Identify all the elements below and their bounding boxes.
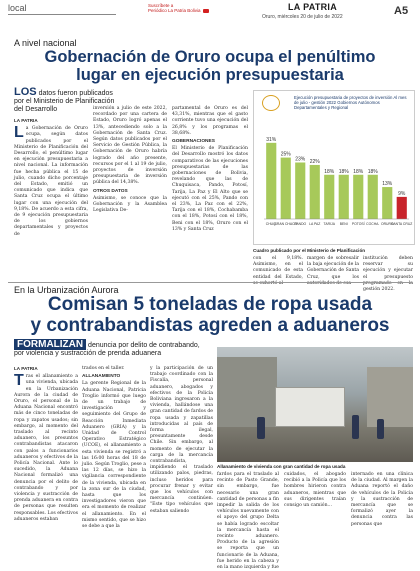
chart-category-label: POTOSÍ	[351, 222, 365, 226]
story2-headline-line1: Comisan 5 toneladas de ropa usada	[47, 294, 373, 315]
story2-col3-text: y la participación de un trabajo coordinado con la Fiscalía, personal aduanero, abogados y efectivos de la Policía Boliviana ingresaron a la vivienda, hallándose una gran cantidad de fardos de ropa usada y zapatillas introducidas al país de forma ilegal, presuntamente desde Chile. Sin embargo, al momento de ejecutar la carga de la mercancía contrabandista, impidiendo el traslado utilizando palos, piedras, incluso heridos para procurar frenar y evitar que los vehículos con mercancía continúen. "Este tipo vehículos que estaban saliendo	[150, 366, 213, 514]
chart-bar	[324, 175, 334, 219]
story-divider	[8, 282, 412, 283]
chart-category-label: SANTA CRUZ	[391, 222, 413, 226]
chart-bar	[368, 175, 378, 219]
chart-category-label: PANDO	[294, 222, 307, 226]
story1-headline-line2: lugar en ejecución presupuestaria	[76, 66, 344, 85]
story2-col1-text: ras el allanamiento a una vivienda, ubicada en la Urbanización Aurora de la ciudad de Oruro, el personal de la Aduana Nacional encontró más de cinco toneladas de ropa y zapatos usados; sin embargo, al momento del traslado al recinto aduanero, los presuntos contrabandistas atacaron con palos a funcionarios aduaneros y efectivos de la Policía Nacional. Ante lo sucedido, la Aduana Nacional formalizó una denuncia por el delito de contrabando y por violencia y sustracción de prenda aduanera en contra de personas que resulten responsables. Los efectivos aduaneros estaban	[14, 374, 78, 522]
chart-plot	[254, 91, 416, 246]
subscribe-banner	[148, 3, 209, 13]
chart-category-label: ORURO	[380, 222, 394, 226]
story1-column-6	[363, 256, 413, 293]
story1-kicker: A nivel nacional	[14, 38, 77, 48]
chart-caption: Cuadro publicado por el Ministerio de Planificación	[253, 248, 366, 253]
header-rule	[8, 14, 116, 15]
photo-person	[257, 417, 265, 439]
story1-col4-text: con el 9,18%. Asimismo, en el comunicado de esta entidad del Estado, se exhortó al	[253, 256, 303, 286]
story2-dropcap: T	[14, 372, 24, 390]
story1-column-5	[307, 256, 359, 286]
story2-col2-subhead: ALLANAMIENTO	[82, 374, 121, 380]
masthead-logo: LA PATRIA	[288, 2, 338, 12]
story1-column-3	[172, 106, 248, 270]
story1-col5-text: margen de sobresalir la baja ejecución de la Gobernación de Santa Cruz, que los autoridades de esa	[307, 256, 359, 286]
story1-col1-text: a Gobernación de Oruro ocupa, según datos publicados por el Ministerio de Planificación del Desarrollo, el penúltimo lugar en ejecución presupuestaria a nivel nacional. La información fue hecha pública el 15 de julio, cuando dicho porcentaje del Estado, emitió un comunicado que indica que Santa Cruz ocupa el último lugar con una ejecución del 9,18%. De acuerdo a esta cifra, de 9 ejecución presupuestaria de los gobiernos departamentales y proyectos de	[14, 126, 88, 237]
story2-column-5	[284, 472, 346, 526]
chart-category-label: BENI	[339, 222, 348, 226]
photo-building	[217, 357, 277, 427]
story1-sublead-text3: del Desarrollo	[14, 106, 58, 113]
photo-person	[352, 415, 359, 439]
chart-bar	[266, 143, 276, 219]
story1-column-2	[93, 106, 167, 270]
page-header	[0, 0, 420, 24]
story1-column-4	[253, 256, 303, 286]
story2-sublead-text2: por violencia y sustracción de prenda aduanera	[14, 350, 162, 357]
chart-bar	[310, 165, 320, 219]
chart-title: Ejecución presupuestaria de proyectos de inversión Al mes de julio - gestión 2022 Gobiernos Autónomos Departamentales y Regional	[294, 95, 407, 111]
dateline: Oruro, miércoles 20 de julio de 2022	[262, 14, 343, 20]
story1-headline-line1: Gobernación de Oruro ocupa el penúltimo	[44, 48, 376, 66]
chart-bar	[353, 175, 363, 219]
story2-col6-text: internado en una clínica de la ciudad. Al margen la Aduana reportó el daño de vehículos de la Policía y la sustracción de mercancía que se formalizó ayer la denuncia contra las personas que	[351, 472, 413, 527]
chart-category-label: TARIJA	[323, 222, 335, 226]
chart-bar	[382, 187, 392, 219]
story2-kicker: En la Urbanización Aurora	[14, 285, 119, 295]
story2-col2-text: trados en el taller.	[82, 366, 125, 371]
story1-column-1	[14, 118, 88, 270]
story2-byline: LA PATRIA	[14, 366, 38, 371]
photo-person	[377, 419, 384, 439]
story2-column-4	[217, 472, 279, 571]
subscribe-line2: Periódico La Patria Bolivia	[148, 8, 201, 13]
chart-data-label: 9%	[398, 190, 406, 197]
story1-sublead-text1: datos fueron publicados	[36, 90, 113, 97]
story2-column-3	[150, 366, 213, 526]
section-label: local	[8, 3, 27, 13]
raid-photo	[217, 347, 413, 462]
story1-col3-text: partamental de Oruro es del 43,31%, mientras que el gasto corriente tuvo una ejecución del 26,8% y los programas el 38,68%.	[172, 106, 248, 136]
story1-headline	[10, 48, 410, 85]
story2-column-2	[82, 366, 146, 530]
story2-column-1	[14, 366, 78, 526]
story2-column-6	[351, 472, 413, 526]
chart-bar	[397, 197, 407, 219]
chart-bar	[281, 158, 291, 219]
chart-data-label: 31%	[266, 136, 277, 143]
story2-col2-text2: La gerente Regional de la Aduana Nacional, Patricia Troglio informó que luego de un trabajo de investigación y seguimiento del Grupo de Reacción Inmediata Aduanero (GRIA) y la Unidad de Control Operativo Estratégico (UCOE), el allanamiento a esta vivienda se registró a las 16:00 horas del 18 de julio. Según Troglio, pese a las 12 días, se hizo la vigilancia correspondiente de la vivienda, ubicada en la zona sur de la ciudad, hasta que los investigadores vieron que era el momento de realizar el allanamiento. En el mismo sentido, que se hizo se debe a que la	[82, 381, 146, 530]
story1-col2-text2: Asimismo, se conoce que la Gobernación y la Asamblea Legislativa De-	[93, 195, 167, 214]
youtube-icon	[203, 9, 209, 13]
story1-sublead-highlight: LOS	[14, 86, 37, 98]
story1-sublead-text2: por el Ministerio de Planificación	[14, 98, 115, 105]
chart-data-label: 18%	[324, 168, 335, 175]
chart-category-label: GRAN CHACO	[274, 222, 298, 226]
story1-col2-subhead: OTROS DATOS	[93, 188, 128, 194]
budget-chart	[253, 90, 415, 245]
chart-bar	[339, 175, 349, 219]
chart-category-label: LA PAZ	[309, 222, 321, 226]
chart-data-label: 23%	[295, 156, 306, 163]
story1-col6-text: institución deben reservar su ejecución y ejecutar el presupuesto programado en la gestión 2022.	[363, 256, 413, 293]
chart-data-label: 22%	[309, 158, 320, 165]
photo-truck	[275, 387, 345, 427]
story1-col2-text: inversión a julio de este 2022, recordado por una cartera de Estado, Oruro logró apenas el 13%, antecediendo solo a la Gobernación de Santa Cruz. Según datos publicados por el Servicio de Gestión Pública, la Gobernación de Oruro habría logrado del año presente, recursos por el 1 al 19 de julio, proyectos de inversión presupuestaria de inversión pública del 14,38%.	[93, 106, 167, 186]
story1-col3-text2: El Ministerio de Planificación del Desarrollo mostró los datos comparativos de las ejecuciones presupuestarias de las gobernaciones de Bolivia, revelando que las de Chuquisaca, Pando, Potosí, Tarija, La Paz y El Alto que se ejecutó con el 25%, Pando con el 23%, La Paz con el 22%, Tarija con el 18%, Cochabamba con el 18%, Potosí con el 18%, Beni con el 18%, Oruro con el 13% y Santa Cruz	[172, 146, 248, 232]
story2-col4-text: fardos para el traslado al recinto de Pasto Grande, sin embargo, fue necesario una gran cantidad de personas a fin impedir la salida de los vehículos nuevamente con el apoyo del grupo Delta se había logrado escoltar la mercancía hasta el recinto aduanero. Producto de la agresión se reporta que un funcionario de la Aduana, fue herido en la cabeza y en la mano izquierda y fue	[217, 472, 279, 571]
photo-caption: Allanamiento de vivienda con gran cantidad de ropa usada	[217, 464, 346, 469]
story2-sublead-highlight: FORMALIZAN	[14, 339, 86, 350]
story1-dropcap: L	[14, 124, 24, 142]
chart-data-label: 18%	[367, 168, 378, 175]
chart-data-label: 18%	[338, 168, 349, 175]
chart-data-label: 18%	[353, 168, 364, 175]
chart-data-label: 25%	[280, 151, 291, 158]
chart-category-label: CHUQ.	[265, 222, 277, 226]
page-number: A5	[394, 5, 409, 17]
story2-col5-text: cuidados, el abogado recibió a la Policía que los hombres hirieron contra aduaneros, mientras que sus dirigentes traían consigo un camión...	[284, 472, 346, 509]
story2-headline	[10, 294, 410, 337]
chart-data-label: 13%	[382, 181, 393, 188]
photo-building-right	[367, 367, 413, 427]
story1-col3-subhead: GOBERNACIONES	[172, 139, 215, 145]
chart-bar	[295, 162, 305, 219]
chart-category-label: COCHA.	[366, 222, 380, 226]
story2-headline-line2: y contrabandistas agreden a aduaneros	[30, 315, 390, 337]
subscribe-line1: Suscríbete a	[148, 3, 174, 8]
story2-sublead-text1: denuncia por delito de contrabando,	[86, 342, 200, 349]
story1-byline: LA PATRIA	[14, 118, 38, 123]
